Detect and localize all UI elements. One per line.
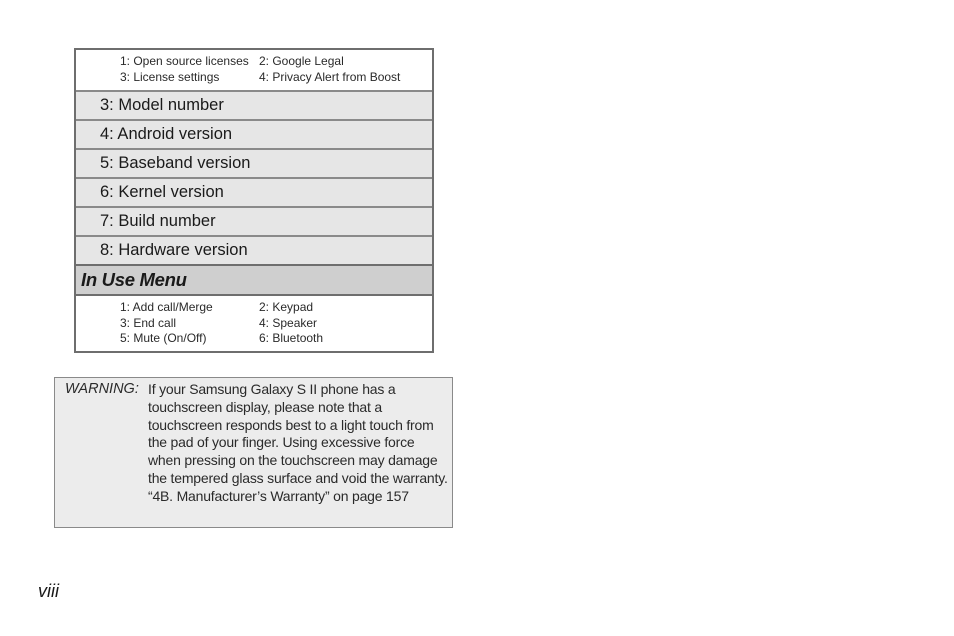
sub-item-end-call: 3: End call [120, 315, 177, 330]
row-baseband-version: 5: Baseband version [76, 148, 432, 177]
menu-table [74, 48, 434, 353]
in-use-menu-heading: In Use Menu [76, 264, 432, 296]
warning-text: If your Samsung Galaxy S II phone has a touchscreen display, please note that a touchscreen responds best to a light touch from the pad of your finger. Using excessive force when pressing on the touchscreen may damage the tempered glass surface and void the warranty. “4B. Manufacturer’s Warranty” on page 157 [148, 381, 448, 504]
page-number: viii [38, 581, 59, 601]
in-use-sub-items [76, 296, 432, 351]
sub-item-bluetooth: 6: Bluetooth [259, 331, 324, 345]
row-hardware-version: 8: Hardware version [76, 235, 432, 264]
row-model-number: 3: Model number [76, 90, 432, 119]
sub-item-add-call-merge: 1: Add call/Merge [120, 300, 213, 314]
warning-box [54, 377, 453, 528]
sub-item-speaker: 4: Speaker [259, 315, 318, 330]
sub-item-mute: 5: Mute (On/Off) [120, 331, 207, 345]
sub-item-google-legal: 2: Google Legal [259, 54, 344, 68]
about-sub-items [76, 50, 432, 90]
warning-label: WARNING: [65, 381, 139, 397]
row-android-version: 4: Android version [76, 119, 432, 148]
sub-item-privacy-alert: 4: Privacy Alert from Boost [259, 69, 401, 84]
sub-item-license-settings: 3: License settings [120, 69, 220, 84]
sub-item-keypad: 2: Keypad [259, 300, 314, 314]
row-build-number: 7: Build number [76, 206, 432, 235]
sub-item-open-source-licenses: 1: Open source licenses [120, 54, 249, 68]
row-kernel-version: 6: Kernel version [76, 177, 432, 206]
